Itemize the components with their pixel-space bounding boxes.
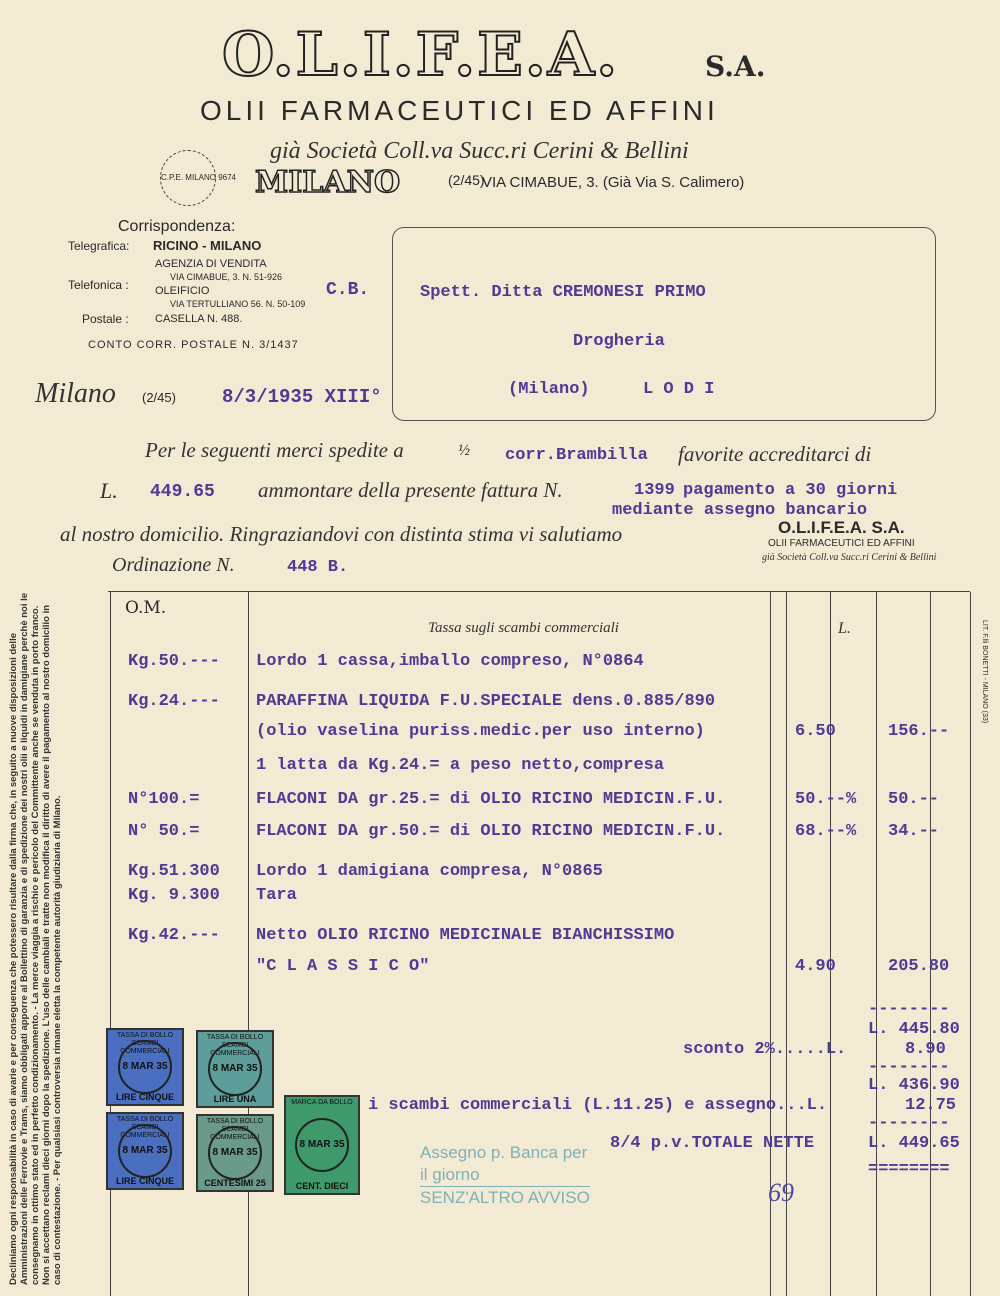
tax-header: Tassa sugli scambi commerciali <box>428 620 619 636</box>
item-total: 50.-- <box>888 790 940 809</box>
item-price: 68.--% <box>795 822 857 841</box>
stamp-top: TASSA DI BOLLO SCAMBI COMMERCIALI <box>206 1118 264 1141</box>
cb-mark: C.B. <box>326 280 370 300</box>
postmark-cancel: 8 MAR 35 <box>295 1118 349 1172</box>
stamp-top: TASSA DI BOLLO SCAMBI COMMERCIALI <box>116 1032 174 1055</box>
stamp-value: LIRE UNA <box>213 1094 257 1104</box>
column-rule <box>930 592 931 1296</box>
company-suffix: S.A. <box>705 50 766 83</box>
contacts-title: Corrispondenza: <box>118 218 236 235</box>
item-desc: PARAFFINA LIQUIDA F.U.SPECIALE dens.0.885/890 <box>256 692 716 711</box>
postale-label: Postale : <box>82 312 129 326</box>
stamp-value: CENT. DIECI <box>295 1181 349 1191</box>
item-desc: (olio vaselina puriss.medic.per uso interno) <box>256 722 705 741</box>
item-price: 6.50 <box>795 722 836 741</box>
carrier: corr.Brambilla <box>505 446 648 465</box>
signature-company: O.L.I.F.E.A. S.A. <box>778 518 905 537</box>
body-via: ½ <box>458 442 470 459</box>
item-desc: Netto OLIO RICINO MEDICINALE BIANCHISSIMO <box>256 926 675 945</box>
company-subtitle: OLII FARMACEUTICI ED AFFINI <box>200 95 719 126</box>
payment-terms: pagamento a 30 giorni <box>683 481 898 500</box>
oleificio: OLEIFICIO <box>155 285 210 297</box>
revenue-stamp <box>196 1114 274 1192</box>
column-rule <box>876 592 877 1296</box>
postal-account: CONTO CORR. POSTALE N. 3/1437 <box>88 339 299 351</box>
telegrafica-value: RICINO - MILANO <box>153 238 262 253</box>
item-desc: Tara <box>256 886 297 905</box>
recipient-name: Spett. Ditta CREMONESI PRIMO <box>420 283 706 302</box>
company-formerly: già Società Coll.va Succ.ri Cerini & Bellini <box>270 138 689 164</box>
subtotal: L. 445.80 <box>868 1020 960 1039</box>
amount-header: L. <box>838 620 851 637</box>
body-line3: al nostro domicilio. Ringraziandovi con distinta stima vi salutiamo <box>60 522 623 546</box>
revenue-stamp <box>106 1112 184 1190</box>
postmark-cancel: 8 MAR 35 <box>118 1040 172 1094</box>
date-code: (2/45) <box>142 390 176 405</box>
item-desc: Lordo 1 cassa,imballo compreso, N°0864 <box>256 652 644 671</box>
agency-phone: VIA CIMABUE, 3. N. 51-926 <box>170 272 283 282</box>
stamp-top: TASSA DI BOLLO SCAMBI COMMERCIALI <box>206 1034 264 1057</box>
postale-value: CASELLA N. 488. <box>155 313 243 325</box>
signature-formerly: già Società Coll.va Succ.ri Cerini & Bellini <box>762 552 937 563</box>
terms-side-note: Decliniamo ogni responsabilità in caso di avarie e per conseguenza che potessero risultare dalla firma che, in seguito a nuove disposizioni delle Amministrazioni delle Ferrovie e Trams, siamo obbligati apporre al Bollettino di garanzia e di spedizione dei nostri olii e liquidi in damigiane perchè noi le consegnamo in ottimo stato ed in perfetto condizionamento. - La merce viaggia a rischio e pericolo del Committente anche se venduta in porto franco. Non si accettano reclami dieci giorni dopo la spedizione. L'uso delle cambiali e tratte non modifica il diritto di avere il pagamento al nostro domicilio in caso di contestazione. - Per qualsiasi controversia rimane eletta la competente autorità giudiziaria di Milano. <box>8 592 63 1285</box>
postmark-cancel: 8 MAR 35 <box>208 1126 262 1180</box>
order-number: 448 B. <box>287 558 349 577</box>
revenue-stamp <box>106 1028 184 1106</box>
item-price: 4.90 <box>795 957 836 976</box>
body-line1-pre: Per le seguenti merci spedite a <box>145 438 404 462</box>
discount-label: sconto 2%.....L. <box>683 1040 847 1059</box>
address: VIA CIMABUE, 3. (Già Via S. Calimero) <box>482 174 745 191</box>
invoice-amount: 449.65 <box>150 482 215 502</box>
revenue-stamp <box>196 1030 274 1108</box>
discount-value: 8.90 <box>905 1040 946 1059</box>
grand-total: L. 449.65 <box>868 1134 960 1153</box>
item-desc: FLACONI DA gr.50.= di OLIO RICINO MEDICIN.F.U. <box>256 822 726 841</box>
company-name: O.L.I.F.E.A. <box>222 20 620 90</box>
stamp-value: LIRE CINQUE <box>115 1092 174 1102</box>
item-qty: Kg.51.300 <box>128 862 220 881</box>
item-qty: Kg.50.--- <box>128 652 220 671</box>
currency-mark: L. <box>100 478 118 503</box>
seal-text: C.P.E. MILANO 9674 <box>161 173 236 182</box>
registry-seal <box>160 150 236 206</box>
bank-stamp <box>420 1142 590 1209</box>
rule: -------- <box>868 1058 950 1077</box>
date-place: Milano <box>35 378 116 409</box>
item-total: 34.-- <box>888 822 940 841</box>
printer-credit: LIT. F.lli BONETTI - MILANO (33) <box>981 620 988 724</box>
postmark-cancel: 8 MAR 35 <box>208 1042 262 1096</box>
tax-label: i scambi commerciali (L.11.25) e assegno...L. <box>368 1096 828 1115</box>
city-code: (2/45) <box>448 172 485 188</box>
after-discount: L. 436.90 <box>868 1076 960 1095</box>
item-desc: 1 latta da Kg.24.= a peso netto,compresa <box>256 756 665 775</box>
item-qty: N° 50.= <box>128 822 200 841</box>
bank-stamp-line: SENZ'ALTRO AVVISO <box>420 1188 590 1207</box>
item-total: 205.80 <box>888 957 950 976</box>
bank-stamp-line: il giorno <box>420 1165 480 1184</box>
recipient-province: (Milano) <box>508 380 590 399</box>
column-rule <box>830 592 831 1296</box>
invoice-number: 1399 <box>634 481 675 500</box>
invoice-date: 8/3/1935 XIII° <box>222 386 382 408</box>
order-label: Ordinazione N. <box>112 554 235 576</box>
column-rule <box>970 592 971 1296</box>
item-desc: FLACONI DA gr.25.= di OLIO RICINO MEDICIN.F.U. <box>256 790 726 809</box>
rule: -------- <box>868 1114 950 1133</box>
bank-stamp-line: Assegno p. Banca per <box>420 1143 588 1162</box>
oleificio-phone: VIA TERTULLIANO 56. N. 50-109 <box>170 299 306 309</box>
signature-subtitle: OLII FARMACEUTICI ED AFFINI <box>768 538 915 549</box>
stamp-top: TASSA DI BOLLO SCAMBI COMMERCIALI <box>116 1116 174 1139</box>
recipient-business: Drogheria <box>573 332 665 351</box>
stamp-value: CENTESIMI 25 <box>204 1178 266 1188</box>
telefonica-label: Telefonica : <box>68 278 129 292</box>
recipient-city: L O D I <box>643 380 715 399</box>
item-price: 50.--% <box>795 790 857 809</box>
handwritten-note: 69 <box>768 1178 794 1207</box>
rule: -------- <box>868 1000 950 1019</box>
item-qty: Kg.24.--- <box>128 692 220 711</box>
agency: AGENZIA DI VENDITA <box>155 258 267 270</box>
tax-value: 12.75 <box>905 1096 957 1115</box>
item-qty: N°100.= <box>128 790 200 809</box>
stamp-top: MARCA DA BOLLO <box>291 1099 353 1106</box>
item-desc: "C L A S S I C O" <box>256 957 430 976</box>
payment-method: mediante assegno bancario <box>612 501 868 520</box>
telegrafica-label: Telegrafica: <box>68 239 130 253</box>
revenue-stamp <box>284 1095 360 1195</box>
item-qty: Kg. 9.300 <box>128 886 220 905</box>
postmark-cancel: 8 MAR 35 <box>118 1124 172 1178</box>
rule: ======== <box>868 1160 950 1179</box>
table-top-rule <box>108 591 970 592</box>
total-label: 8/4 p.v.TOTALE NETTE <box>610 1134 815 1153</box>
city: MILANO <box>255 165 401 200</box>
item-total: 156.-- <box>888 722 950 741</box>
body-line2: ammontare della presente fattura N. <box>258 478 563 502</box>
item-qty: Kg.42.--- <box>128 926 220 945</box>
item-desc: Lordo 1 damigiana compresa, N°0865 <box>256 862 603 881</box>
om-header: O.M. <box>125 598 167 618</box>
stamp-value: LIRE CINQUE <box>115 1176 174 1186</box>
column-rule <box>110 592 111 1296</box>
body-line1-post: favorite accreditarci di <box>678 442 872 466</box>
